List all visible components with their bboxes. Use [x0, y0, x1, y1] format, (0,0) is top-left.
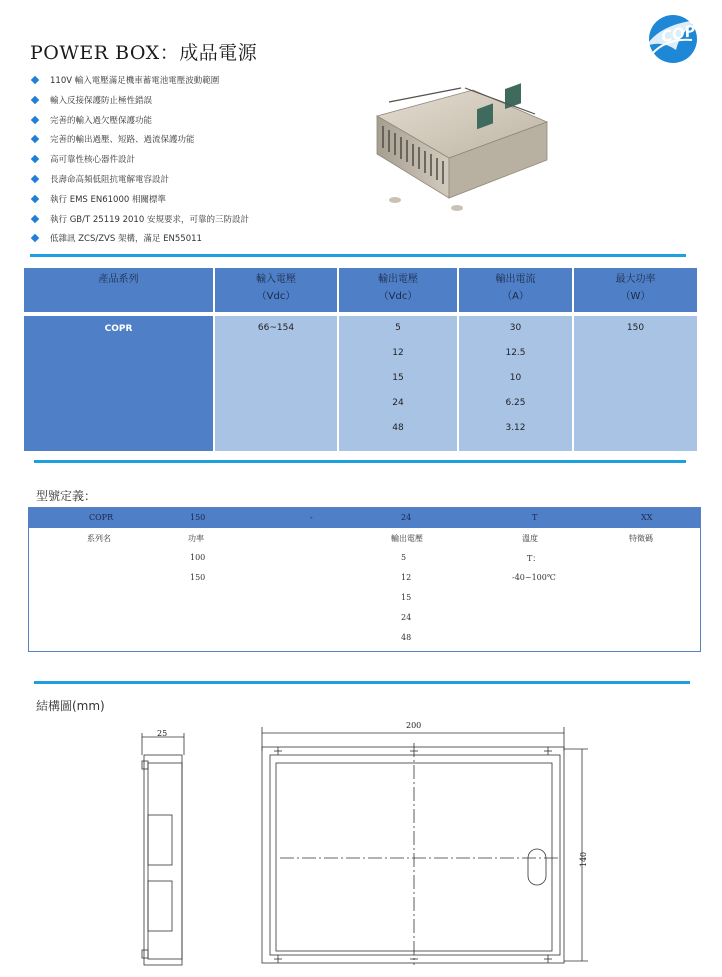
spec-header-input-voltage: 輸入電壓 （Vdc） — [215, 268, 337, 312]
page-title: POWER BOX：成品電源 — [30, 42, 258, 64]
spec-table — [24, 268, 697, 451]
svg-text:COP: COP — [659, 21, 698, 47]
model-temperature-range: -40~100℃ — [512, 573, 556, 582]
spec-output-voltage-value: 24 — [392, 398, 404, 408]
height-dimension-label: 140 — [579, 851, 589, 868]
feature-item: 輸入反接保護防止極性錯誤 — [30, 92, 249, 112]
model-voltage-value: 15 — [401, 593, 412, 602]
spec-input-voltage-cell: 66~154 — [215, 316, 337, 451]
model-header-bar — [29, 508, 700, 528]
section-divider — [34, 681, 690, 684]
spec-output-current-value: 10 — [509, 373, 522, 383]
model-label-voltage: 輸出電壓 — [391, 534, 423, 543]
model-code-voltage: 24 — [401, 513, 412, 522]
bullet-diamond-icon — [31, 115, 39, 123]
bullet-diamond-icon — [31, 175, 39, 183]
model-code-separator: - — [310, 513, 313, 522]
bullet-diamond-icon — [31, 76, 39, 84]
width-dimension-label: 200 — [406, 721, 422, 730]
spec-header-output-voltage: 輸出電壓 （Vdc） — [339, 268, 457, 312]
spec-output-current-value: 3.12 — [505, 423, 526, 433]
spec-header-series: 產品系列 — [24, 268, 213, 312]
model-code-feature: XX — [641, 513, 653, 522]
bullet-diamond-icon — [31, 195, 39, 203]
spec-output-current-value: 30 — [509, 323, 522, 333]
spec-header-max-power: 最大功率 （W） — [574, 268, 697, 312]
model-voltage-value: 12 — [401, 573, 412, 582]
feature-item: 110V 輸入電壓滿足機車蓄電池電壓波動範圍 — [30, 72, 249, 92]
bullet-diamond-icon — [31, 234, 39, 242]
bullet-diamond-icon — [31, 214, 39, 222]
model-temperature-code: T： — [527, 554, 541, 563]
feature-item: 執行 GB/T 25119 2010 安規要求，可靠的三防設計 — [30, 211, 249, 231]
model-code-series: COPR — [89, 513, 114, 522]
spec-output-current-value: 12.5 — [505, 348, 526, 358]
spec-header-output-current: 輸出電流 （A） — [459, 268, 572, 312]
depth-dimension-label: 25 — [157, 729, 168, 738]
feature-item: 執行 EMS EN61000 相關標準 — [30, 191, 249, 211]
front-view-outline — [262, 747, 564, 963]
model-voltage-value: 24 — [401, 613, 412, 622]
spec-max-power-cell: 150 — [574, 316, 697, 451]
spec-output-voltage-value: 12 — [392, 348, 404, 358]
model-label-temperature: 溫度 — [522, 534, 538, 543]
bullet-diamond-icon — [31, 155, 39, 163]
bullet-diamond-icon — [31, 135, 39, 143]
structure-drawing — [130, 715, 610, 970]
mount-slot — [528, 849, 546, 885]
section-divider — [30, 254, 686, 257]
model-label-feature: 特徵碼 — [629, 534, 653, 543]
feature-item: 完善的輸出過壓、短路、過流保護功能 — [30, 131, 249, 151]
bullet-diamond-icon — [31, 96, 39, 104]
spec-output-voltage-value: 48 — [392, 423, 404, 433]
feature-item: 長壽命高頻低阻抗電解電容設計 — [30, 171, 249, 191]
feature-item: 低雜訊 ZCS/ZVS 架構，滿足 EN55011 — [30, 230, 249, 250]
model-definition-title: 型號定義： — [36, 489, 97, 503]
spec-output-voltage-column — [339, 316, 457, 451]
model-code-temperature: T — [532, 513, 538, 522]
product-photo — [365, 80, 565, 220]
model-voltage-value: 48 — [401, 633, 412, 642]
model-label-power: 功率 — [188, 534, 204, 543]
feature-item: 完善的輸入過欠壓保護功能 — [30, 112, 249, 132]
spec-output-current-column — [459, 316, 572, 451]
structure-title: 結構圖(mm) — [36, 699, 105, 713]
feature-item: 高可靠性核心器件設計 — [30, 151, 249, 171]
brand-logo — [640, 10, 702, 66]
side-view-outline — [144, 755, 182, 965]
spec-output-current-value: 6.25 — [505, 398, 526, 408]
feature-list — [30, 72, 249, 250]
section-divider — [34, 460, 686, 463]
model-voltage-value: 5 — [401, 553, 407, 562]
model-definition-table — [28, 507, 701, 652]
model-label-series: 系列名 — [87, 534, 111, 543]
spec-series-cell: COPR — [24, 316, 213, 451]
spec-output-voltage-value: 15 — [392, 373, 404, 383]
spec-output-voltage-value: 5 — [395, 323, 401, 333]
model-code-power: 150 — [190, 513, 206, 522]
model-power-value: 150 — [190, 573, 206, 582]
model-power-value: 100 — [190, 553, 206, 562]
